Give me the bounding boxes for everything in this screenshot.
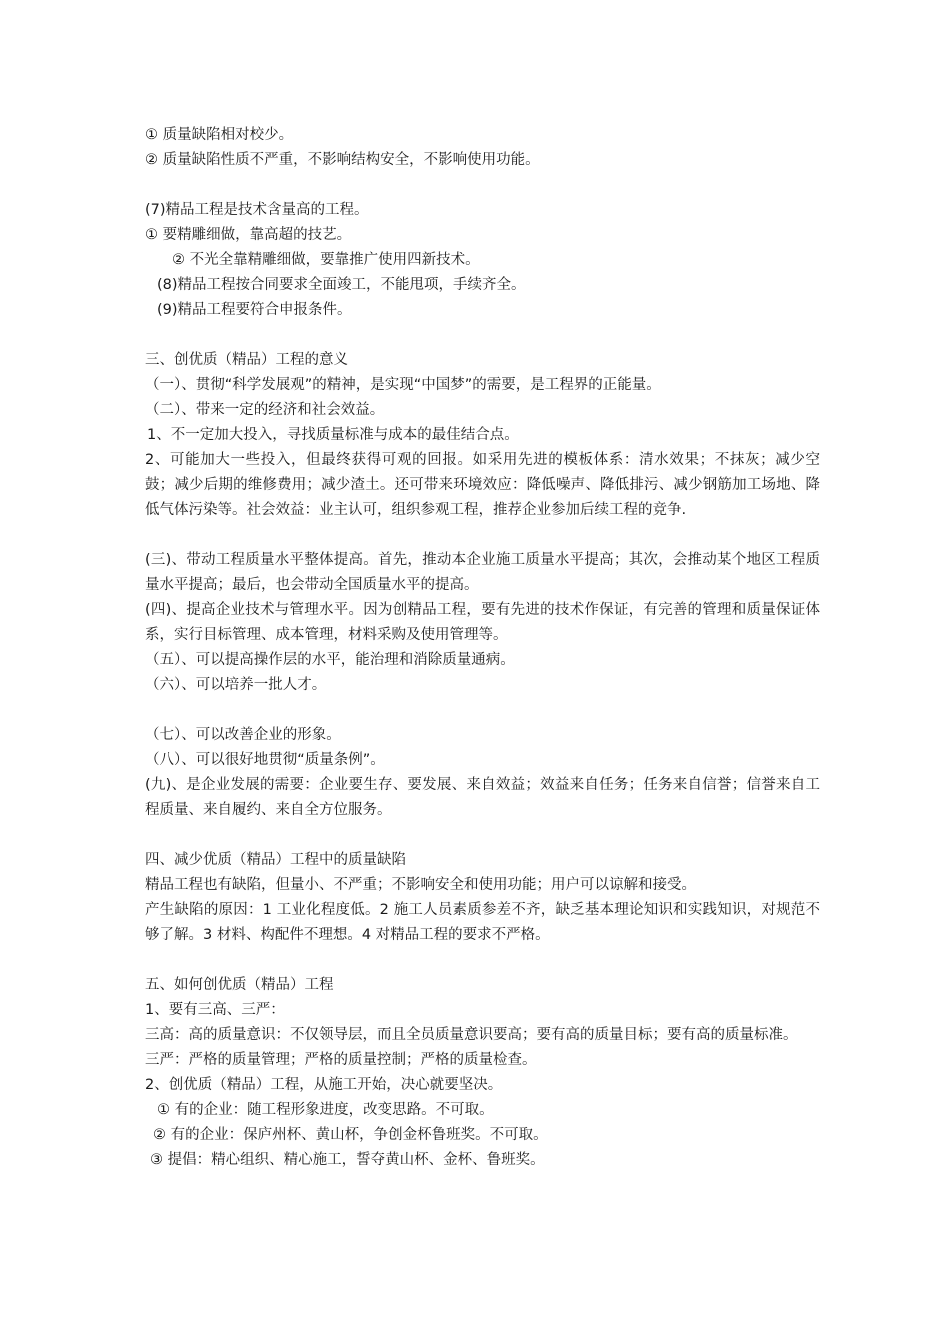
paragraph: (四)、提高企业技术与管理水平。因为创精品工程，要有先进的技术作保证，有完善的管理和质量保证体系，实行目标管理、成本管理，材料采购及使用管理等。 <box>145 602 820 643</box>
section-heading: 三、创优质（精品）工程的意义 <box>145 352 348 368</box>
list-item: （五）、可以提高操作层的水平，能治理和消除质量通病。 <box>145 652 515 668</box>
blank-line <box>145 948 820 973</box>
list-item: （七）、可以改善企业的形象。 <box>145 727 341 743</box>
list-item: （二）、带来一定的经济和社会效益。 <box>145 402 385 418</box>
list-item: ① 有的企业：随工程形象进度，改变思路。不可取。 <box>157 1102 494 1118</box>
list-item: ② 不光全靠精雕细做，要靠推广使用四新技术。 <box>172 252 480 268</box>
list-item: （八）、可以很好地贯彻“质量条例”。 <box>145 752 385 768</box>
list-item: (7)精品工程是技术含量高的工程。 <box>145 202 369 218</box>
blank-line <box>145 173 820 198</box>
list-item: （一）、贯彻“科学发展观”的精神，是实现“中国梦”的需要，是工程界的正能量。 <box>145 377 661 393</box>
blank-line <box>145 323 820 348</box>
list-item: 1、不一定加大投入，寻找质量标准与成本的最佳结合点。 <box>147 427 519 443</box>
section-heading: 五、如何创优质（精品）工程 <box>145 977 334 993</box>
paragraph: (九)、是企业发展的需要：企业要生存、要发展、来自效益；效益来自任务；任务来自信誉；信誉来自工程质量、来自履约、来自全方位服务。 <box>145 777 820 818</box>
blank-line <box>145 698 820 723</box>
list-item: 三严：严格的质量管理；严格的质量控制；严格的质量检查。 <box>145 1052 537 1068</box>
section-heading: 四、减少优质（精品）工程中的质量缺陷 <box>145 852 406 868</box>
paragraph: (三)、带动工程质量水平整体提高。首先，推动本企业施工质量水平提高；其次，会推动某个地区工程质量水平提高；最后，也会带动全国质量水平的提高。 <box>145 552 820 593</box>
list-item: 1、要有三高、三严： <box>145 1002 285 1018</box>
paragraph: 三高：高的质量意识：不仅领导层，而且全员质量意识要高；要有高的质量目标；要有高的质量标准。 <box>145 1027 798 1043</box>
blank-line <box>145 823 820 848</box>
list-item: ① 要精雕细做，靠高超的技艺。 <box>145 227 352 243</box>
list-item: (9)精品工程要符合申报条件。 <box>157 302 352 318</box>
list-item: ① 质量缺陷相对校少。 <box>145 127 294 143</box>
paragraph: 2、可能加大一些投入，但最终获得可观的回报。如采用先进的模板体系：清水效果；不抹灰；减少空鼓；减少后期的维修费用；减少渣土。还可带来环境效应：降低噪声、降低排污、减少钢筋加工场地、降低气体污染等。社会效益：业主认可，组织参观工程，推荐企业参加后续工程的竞争. <box>145 452 820 518</box>
list-item: ② 质量缺陷性质不严重，不影响结构安全，不影响使用功能。 <box>145 152 540 168</box>
list-item: 2、创优质（精品）工程，从施工开始，决心就要坚决。 <box>145 1077 503 1093</box>
list-item: ② 有的企业：保庐州杯、黄山杯，争创金杯鲁班奖。不可取。 <box>153 1127 548 1143</box>
list-item: 精品工程也有缺陷，但量小、不严重；不影响安全和使用功能；用户可以谅解和接受。 <box>145 877 696 893</box>
list-item: ③ 提倡：精心组织、精心施工，誓夺黄山杯、金杯、鲁班奖。 <box>150 1152 545 1168</box>
document-body <box>145 123 820 1173</box>
blank-line <box>145 523 820 548</box>
list-item: (8)精品工程按合同要求全面竣工，不能甩项，手续齐全。 <box>157 277 526 293</box>
paragraph: 产生缺陷的原因：1 工业化程度低。2 施工人员素质参差不齐，缺乏基本理论知识和实践知识，对规范不够了解。3 材料、构配件不理想。4 对精品工程的要求不严格。 <box>145 902 820 943</box>
list-item: （六）、可以培养一批人才。 <box>145 677 327 693</box>
